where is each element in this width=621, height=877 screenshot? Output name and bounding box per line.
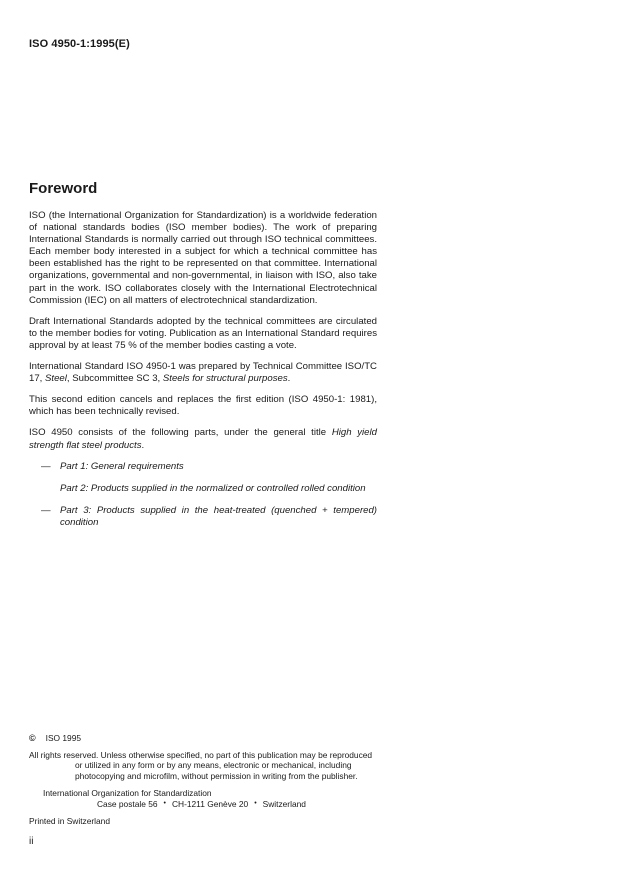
rights-statement — [29, 750, 379, 782]
p3-middle: , Subcommittee SC 3, — [66, 373, 163, 385]
address-city: CH-1211 Genève 20 — [171, 798, 249, 809]
p3-prefix: International Standard ISO 4950-1 was prepared by Technical Committee ISO/TC 17, — [29, 361, 377, 385]
copyright-notice — [29, 733, 379, 827]
p5-general-title: High yield strength flat steel products — [29, 427, 377, 451]
rights-line-1: All rights reserved. Unless otherwise specified, no part of this publication may be reproduced — [29, 749, 373, 760]
foreword-paragraph-1: ISO (the International Organization for Standardization) is a worldwide federation of national standards bodies (ISO member bodies). The work of preparing International Standards is normally carried out through ISO technical committees. Each member body interested in a subject for which a technical committee has been established has the right to be represented on that committee. International organizations, governmental and non-governmental, in liaison with ISO, also take part in the work. ISO collaborates closely with the International Electrotechnical Commission (IEC) on all matters of electrotechnical standardization. — [29, 210, 377, 306]
p3-subcommittee-title: Steels for structural purposes — [162, 373, 288, 385]
foreword-paragraph-2: Draft International Standards adopted by the technical committees are circulated to the member bodies for voting. Publication as an International Standard requires approval by at least 75 % of the member bodies casting a vote. — [29, 315, 377, 351]
p3-suffix: . — [287, 373, 291, 385]
copyright-line — [29, 733, 379, 744]
foreword-paragraph-4: This second edition cancels and replaces the first edition (ISO 4950-1: 1981), which has been technically revised. — [29, 394, 377, 418]
foreword-paragraph-3 — [29, 361, 377, 385]
rights-line-3: photocopying and microfilm, without permission in writing from the publisher. — [75, 770, 358, 781]
document-identifier: ISO 4950-1:1995(E) — [29, 38, 130, 50]
dash-marker: — — [41, 460, 51, 472]
p3-committee-title: Steel — [45, 373, 67, 385]
foreword-body — [29, 210, 377, 539]
dash-marker: — — [41, 504, 51, 516]
part-text: Part 3: Products supplied in the heat-treated (quenched + tempered) condition — [60, 504, 377, 528]
list-item — [29, 505, 377, 529]
copyright-holder: ISO 1995 — [45, 733, 82, 743]
list-item — [29, 483, 377, 495]
foreword-heading: Foreword — [29, 180, 98, 197]
bullet-icon: • — [163, 799, 166, 807]
p5-prefix: ISO 4950 consists of the following parts, under the general title — [29, 427, 332, 439]
list-item — [29, 461, 377, 473]
address-postbox: Case postale 56 — [97, 798, 158, 809]
page-number: ii — [29, 836, 34, 847]
bullet-icon: • — [254, 799, 257, 807]
parts-list — [29, 461, 377, 529]
printed-location: Printed in Switzerland — [29, 816, 110, 826]
p5-suffix: . — [141, 439, 145, 451]
organization-name: International Organization for Standardization — [43, 788, 212, 798]
rights-line-2: or utilized in any form or by any means, electronic or mechanical, including — [75, 760, 352, 770]
address-country: Switzerland — [262, 798, 306, 809]
copyright-icon: © — [29, 733, 36, 743]
part-text: Part 2: Products supplied in the normalized or controlled rolled condition — [60, 482, 366, 494]
organization-address — [29, 799, 379, 810]
foreword-paragraph-5 — [29, 427, 377, 451]
part-text: Part 1: General requirements — [60, 460, 184, 472]
